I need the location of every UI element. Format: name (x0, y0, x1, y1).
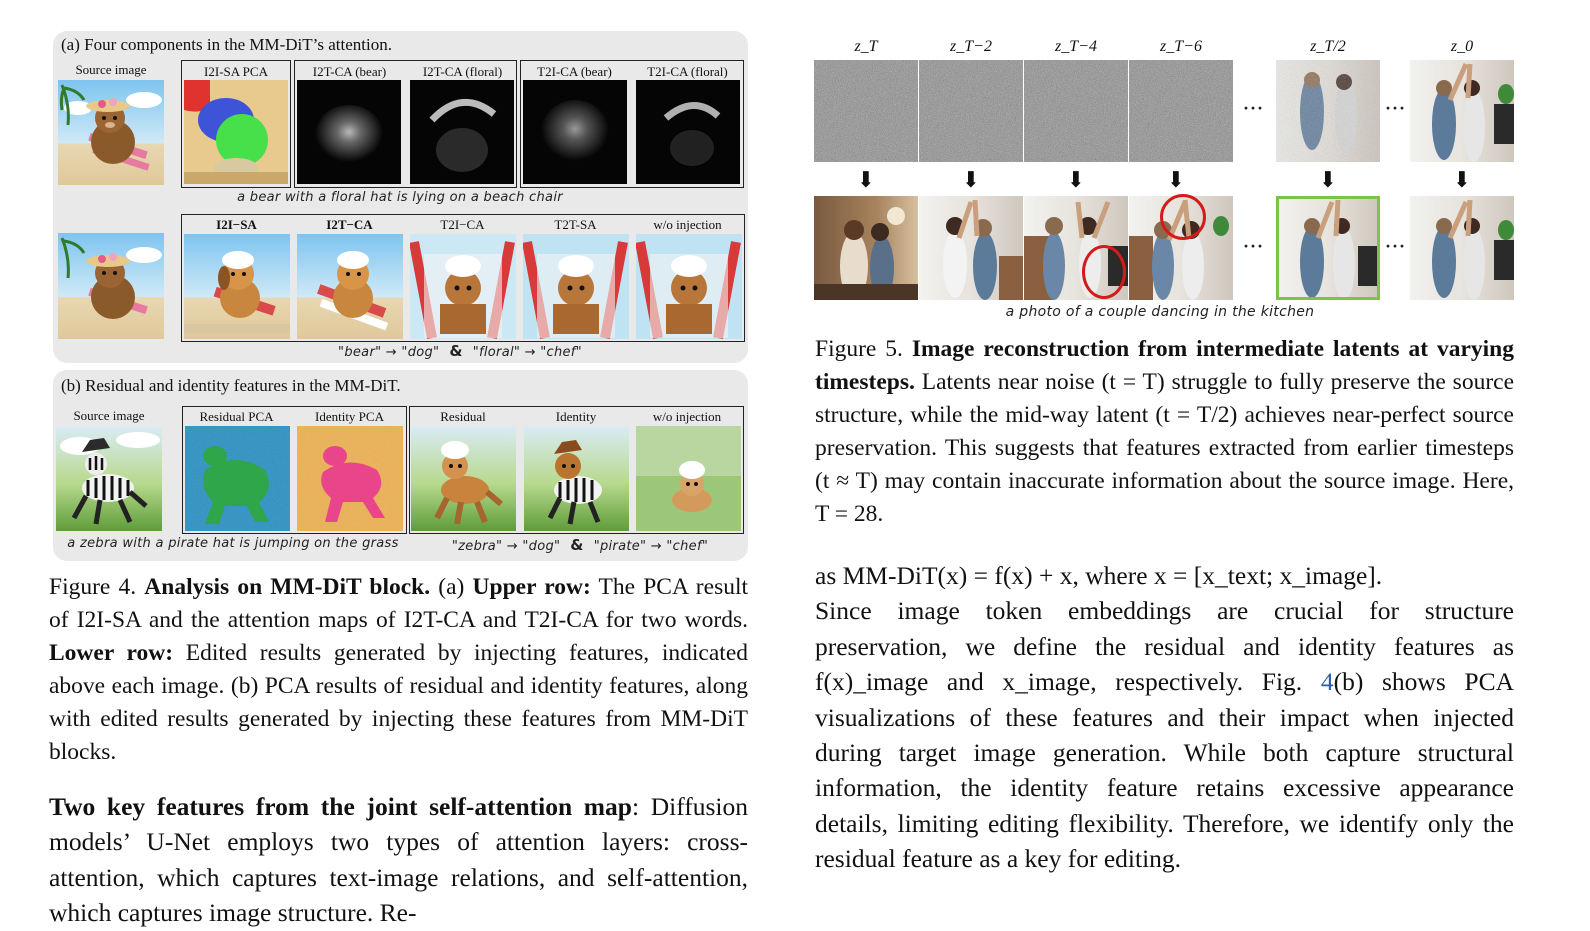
reconstruction-2 (919, 196, 1023, 300)
arrow-down-3: ⬇ (1066, 167, 1086, 192)
fig4-caption (49, 571, 748, 769)
latent-noise-2 (919, 60, 1023, 162)
i2i-sa-pca-map (184, 80, 288, 184)
figure-4-reference-link[interactable]: 4 (1320, 667, 1334, 697)
timestep-label-4: z_T−6 (1160, 38, 1202, 55)
row1-label-4: T2I-CA (bear) (537, 64, 612, 79)
row1-label-3: I2T-CA (floral) (422, 64, 503, 79)
edit-i2t-ca-result (297, 234, 403, 339)
edit-t2i-ca-result (410, 234, 516, 339)
fig5-caption (815, 333, 1514, 531)
arrow-down-6: ⬇ (1452, 167, 1472, 192)
fig4-lower-row-label: Lower row: (49, 640, 174, 666)
row2-label-5: w/o injection (653, 217, 722, 232)
fig4-panel-a-title: (a) Four components in the MM-DiT’s attention. (61, 35, 392, 54)
timestep-label-1: z_T (854, 38, 878, 55)
row3-prompt: a zebra with a pirate hat is jumping on the grass (67, 536, 399, 551)
bear-source-image (58, 80, 164, 185)
bear-source-image-2 (58, 233, 164, 339)
red-circle-artifact-2 (1160, 194, 1206, 240)
row3-amp: & (570, 536, 584, 554)
latent-noise-1 (814, 60, 918, 162)
row2-edit-instruction (280, 342, 640, 360)
fig5-prompt: a photo of a couple dancing in the kitchen (1005, 304, 1315, 320)
row3-label-5: w/o injection (652, 409, 722, 424)
red-circle-artifact-1 (1082, 245, 1126, 299)
identity-edit-result (524, 426, 629, 531)
row3-edit-instruction (420, 536, 740, 554)
t2i-ca-floral-map (636, 80, 740, 184)
latent-clean (1410, 60, 1514, 162)
timestep-label-2: z_T−2 (950, 38, 992, 55)
zebra-source-image (56, 426, 162, 531)
t2i-ca-bear-map (523, 80, 627, 184)
row3-label-4: Identity (555, 409, 597, 424)
latent-noise-4 (1129, 60, 1233, 162)
row3-label-1: Residual PCA (199, 409, 274, 424)
fig5-label: Figure 5. (815, 336, 903, 362)
reconstruction-midway (1276, 196, 1380, 300)
edit-i2i-sa-result (184, 234, 290, 339)
right-paragraph-text-a: Since image token embeddings are crucial for structure preservation, we define the residual and identity features as f(x)_image and x_image, respectively. Fig. (815, 596, 1514, 697)
ellipsis-top-2: ··· (1385, 98, 1407, 118)
arrow-down-4: ⬇ (1166, 167, 1186, 192)
fig4-upper-row-label: Upper row: (472, 574, 591, 600)
right-paragraph-equation-line: as MM-DiT(x) = f(x) + x, where x = [x_text; x_image]. (815, 561, 1383, 590)
edit-no-injection-result (636, 234, 742, 339)
row2-edit-right: "floral" → "chef" (472, 345, 582, 360)
row2-amp: & (449, 342, 463, 360)
left-paragraph (49, 789, 748, 931)
timestep-label-5: z_T/2 (1310, 38, 1346, 55)
reconstruction-1 (814, 196, 918, 300)
i2t-ca-floral-map (410, 80, 514, 184)
fig4-part-a: (a) (438, 574, 465, 600)
row2-edit-left: "bear" → "dog" (338, 345, 440, 360)
fig4-lower-row-text: Edited results generated by injecting features, indicated above each image. (b) PCA results of residual and identity features, along with edited results generated by injecting these features from MM-DiT blocks. (49, 640, 749, 765)
fig4-upper-row-text: The PCA result of I2I-SA and the attention maps of I2T-CA and T2I-CA for two words. (49, 574, 749, 633)
arrow-down-1: ⬇ (856, 167, 876, 192)
fig5-text: Latents near noise (t = T) struggle to fully preserve the source structure, while the mid-way latent (t = T/2) achieves near-perfect source preservation. This suggests that features extracted from earlier timesteps (t ≈ T) may contain inaccurate information about the source image. Here, T = 28. (815, 369, 1515, 527)
row1-label-2: I2T-CA (bear) (312, 64, 387, 79)
paragraph-text: : Diffusion models’ U-Net employs two types of attention layers: cross-attention, which captures text-image relations, and self-attention, which captures image structure. Re- (49, 792, 749, 928)
residual-pca-map (185, 426, 290, 531)
source-image-label: Source image (75, 62, 147, 77)
row2-label-1: I2I−SA (216, 217, 257, 232)
ellipsis-bottom-1: ··· (1243, 236, 1265, 256)
paragraph-heading: Two key features from the joint self-attention map (49, 792, 632, 821)
row2-label-4: T2T-SA (554, 217, 597, 232)
row3-edit-right: "pirate" → "chef" (593, 539, 709, 554)
right-paragraph-text-b: (b) shows PCA visualizations of these features and their impact when injected during target image generation. While both capture structural information, the identity feature retains excessive appearance details, limiting editing flexibility. Therefore, we identify only the residual feature as a key for editing. (815, 667, 1514, 874)
identity-pca-map (297, 426, 403, 531)
no-injection-edit-result (636, 426, 741, 531)
residual-edit-result (411, 426, 516, 531)
i2t-ca-bear-map (297, 80, 401, 184)
fig4-panel-b-title: (b) Residual and identity features in the MM-DiT. (61, 376, 401, 395)
arrow-down-2: ⬇ (961, 167, 981, 192)
ellipsis-bottom-2: ··· (1385, 236, 1407, 256)
edit-t2t-sa-result (523, 234, 629, 339)
ellipsis-top-1: ··· (1243, 98, 1265, 118)
fig4-title: Analysis on MM-DiT block. (144, 574, 431, 600)
reconstruction-clean (1410, 196, 1514, 300)
fig4-label: Figure 4. (49, 574, 137, 600)
row2-label-3: T2I−CA (440, 217, 485, 232)
row1-label-5: T2I-CA (floral) (647, 64, 728, 79)
row3-label-3: Residual (440, 409, 486, 424)
row2-label-2: I2T−CA (326, 217, 373, 232)
arrow-down-5: ⬇ (1318, 167, 1338, 192)
source-image-label-b: Source image (73, 408, 145, 423)
row3-edit-left: "zebra" → "dog" (451, 539, 561, 554)
latent-half-noise (1276, 60, 1380, 162)
row1-prompt: a bear with a floral hat is lying on a beach chair (237, 190, 563, 205)
timestep-label-3: z_T−4 (1055, 38, 1097, 55)
row1-label-1: I2I-SA PCA (204, 64, 268, 79)
right-paragraph (815, 558, 1514, 877)
fig5-title: Image reconstruction from intermediate latents at varying timesteps. (815, 336, 1514, 395)
latent-noise-3 (1024, 60, 1128, 162)
timestep-label-6: z_0 (1450, 38, 1474, 55)
row3-label-2: Identity PCA (315, 409, 384, 424)
